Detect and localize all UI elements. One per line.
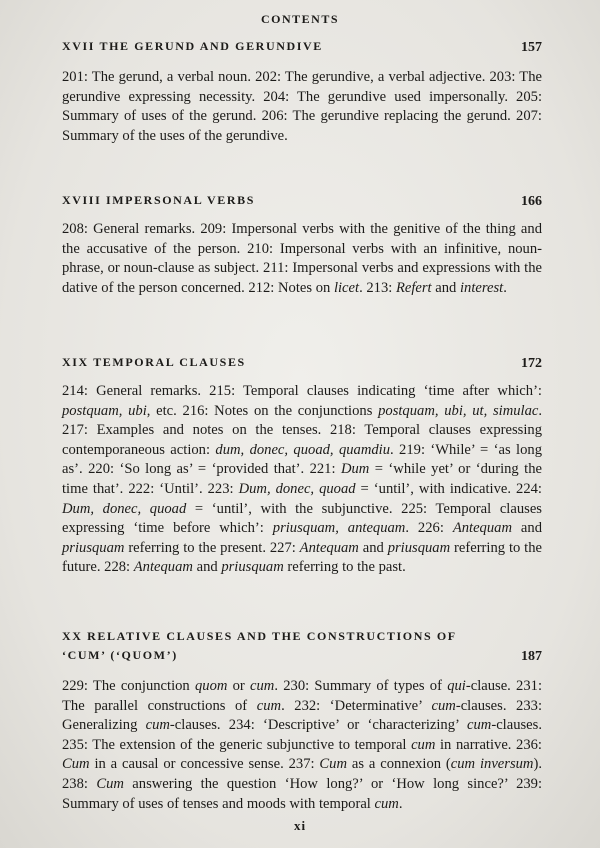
chapter-entries-xvii — [62, 68, 542, 146]
entry-text: -clause. 231: The parallel constructions of — [62, 678, 543, 714]
italic-term: postquam, ubi, ut, simulac — [378, 402, 539, 419]
italic-term: dum, donec, quoad, quamdiu — [215, 441, 391, 458]
entry-text: and — [512, 520, 542, 537]
italic-term: priusquam — [387, 539, 451, 556]
entry-text: or — [227, 678, 251, 694]
italic-term: postquam, ubi — [62, 402, 147, 419]
italic-term: qui — [447, 678, 466, 694]
entry-text: in narrative. 236: — [435, 736, 542, 753]
italic-term: Antequam — [133, 559, 193, 576]
chapter-title: XVII THE GERUND AND GERUNDIVE — [62, 39, 323, 53]
italic-term: Dum, donec, quoad — [238, 480, 356, 497]
entry-text: referring to the future. 228: — [62, 539, 542, 576]
italic-term: cum — [256, 697, 282, 714]
italic-term: cum — [467, 717, 492, 734]
entry-text: . 232: ‘Determinative’ — [281, 697, 432, 714]
entry-text: and — [358, 539, 388, 556]
chapter-heading-xviii — [62, 191, 542, 210]
chapter-title: XIX TEMPORAL CLAUSES — [62, 355, 246, 369]
entry-text: 201: The gerund, a verbal noun. 202: The gerundive, a verbal adjective. 203: The gerundive expressing necessity. 204: The gerundive used impersonally. 205: Summary of uses of the gerund. 206: The gerundive replacing the gerund. 207: Summary of the uses of the gerundive. — [62, 69, 542, 144]
italic-term: Antequam — [299, 539, 359, 556]
italic-term: Dum — [340, 461, 370, 478]
chapter-entries-xx — [62, 677, 542, 814]
italic-term: Antequam — [452, 520, 512, 537]
entry-text: = ‘until’, with the subjunctive. 225: Temporal clauses expressing ‘time before which’: — [62, 500, 542, 537]
italic-term: interest — [460, 279, 504, 296]
chapter-page-number: 157 — [521, 40, 542, 55]
italic-term: Cum — [96, 775, 124, 792]
italic-term: cum — [431, 697, 456, 714]
entry-text: = ‘while yet’ or ‘during the time that’. 222: ‘Until’. 223: — [62, 461, 542, 497]
entry-text: answering the question ‘How long?’ or ‘How long since?’ 239: Summary of uses of tenses and moods with temporal — [62, 775, 543, 812]
italic-term: cum — [411, 736, 436, 753]
italic-term: Dum, donec, quoad — [62, 500, 187, 517]
chapter-entries-xix — [62, 382, 542, 578]
entry-text: ). 238: — [62, 756, 542, 792]
italic-term: Refert — [395, 279, 432, 296]
entry-text: as a connexion ( — [347, 756, 451, 773]
italic-term: cum — [145, 717, 170, 734]
italic-term: priusquam, antequam — [272, 520, 406, 537]
entry-text: . — [503, 279, 507, 296]
italic-term: priusquam — [221, 559, 284, 576]
entry-text: 208: General remarks. 209: Impersonal verbs with the genitive of the thing and the accusative of the person. 210: Impersonal verbs with an infinitive, noun-phrase, or noun-clause as subject. 211: Impersonal verbs and expressions with the dative of the person concerned. 212: Notes on — [62, 221, 542, 296]
entry-text: in a causal or concessive sense. 237: — [89, 756, 320, 773]
italic-term: cum — [374, 795, 399, 812]
italic-term: cum — [250, 678, 275, 694]
entry-text: and — [192, 559, 222, 576]
entry-text: and — [431, 279, 460, 296]
italic-term: quom — [194, 678, 228, 694]
running-head: CONTENTS — [260, 12, 340, 26]
entry-text: , etc. 216: Notes on the conjunctions — [146, 402, 379, 419]
entry-text: . 217: Examples and notes on the tenses. 218: Temporal clauses expressing contemporaneous action: — [62, 402, 543, 458]
entry-text: -clauses. 233: Generalizing — [62, 697, 543, 734]
chapter-title: XVIII IMPERSONAL VERBS — [62, 193, 256, 207]
italic-term: Cum — [319, 756, 347, 773]
entry-text: . 226: — [405, 520, 453, 537]
entry-text: . 213: — [359, 279, 396, 296]
chapter-page-number: 166 — [521, 194, 542, 209]
chapter-heading-xix — [62, 353, 542, 372]
italic-term: cum inversum — [450, 756, 534, 773]
chapter-page-number: 187 — [521, 649, 542, 664]
entry-text: -clauses. 234: ‘Descriptive’ or ‘characterizing’ — [169, 717, 467, 734]
chapter-entries-xviii — [62, 220, 542, 298]
entry-text: . — [398, 795, 403, 812]
entry-text: -clauses. 235: The extension of the generic subjunctive to temporal — [62, 717, 542, 753]
entry-text: 214: General remarks. 215: Temporal clauses indicating ‘time after which’: — [62, 383, 542, 399]
chapter-page-number: 172 — [521, 356, 542, 371]
italic-term: licet — [333, 279, 360, 296]
italic-term: Cum — [62, 756, 90, 773]
italic-term: priusquam — [62, 539, 125, 556]
entry-text: . 230: Summary of types of — [274, 678, 448, 694]
page-folio: xi — [293, 818, 307, 833]
entry-text: referring to the present. 227: — [124, 539, 300, 556]
chapter-heading-xx — [62, 627, 542, 665]
chapter-heading-xvii — [62, 37, 542, 56]
entry-text: . 219: ‘While’ = ‘as long as’. 220: ‘So long as’ = ‘provided that’. 221: — [62, 441, 542, 478]
entry-text: = ‘until’, with indicative. 224: — [355, 480, 542, 497]
chapter-title: XX RELATIVE CLAUSES AND THE CONSTRUCTIONS OF ‘CUM’ (‘QUOM’) — [62, 629, 457, 662]
entry-text: referring to the past. — [283, 559, 406, 576]
entry-text: 229: The conjunction — [62, 678, 195, 694]
